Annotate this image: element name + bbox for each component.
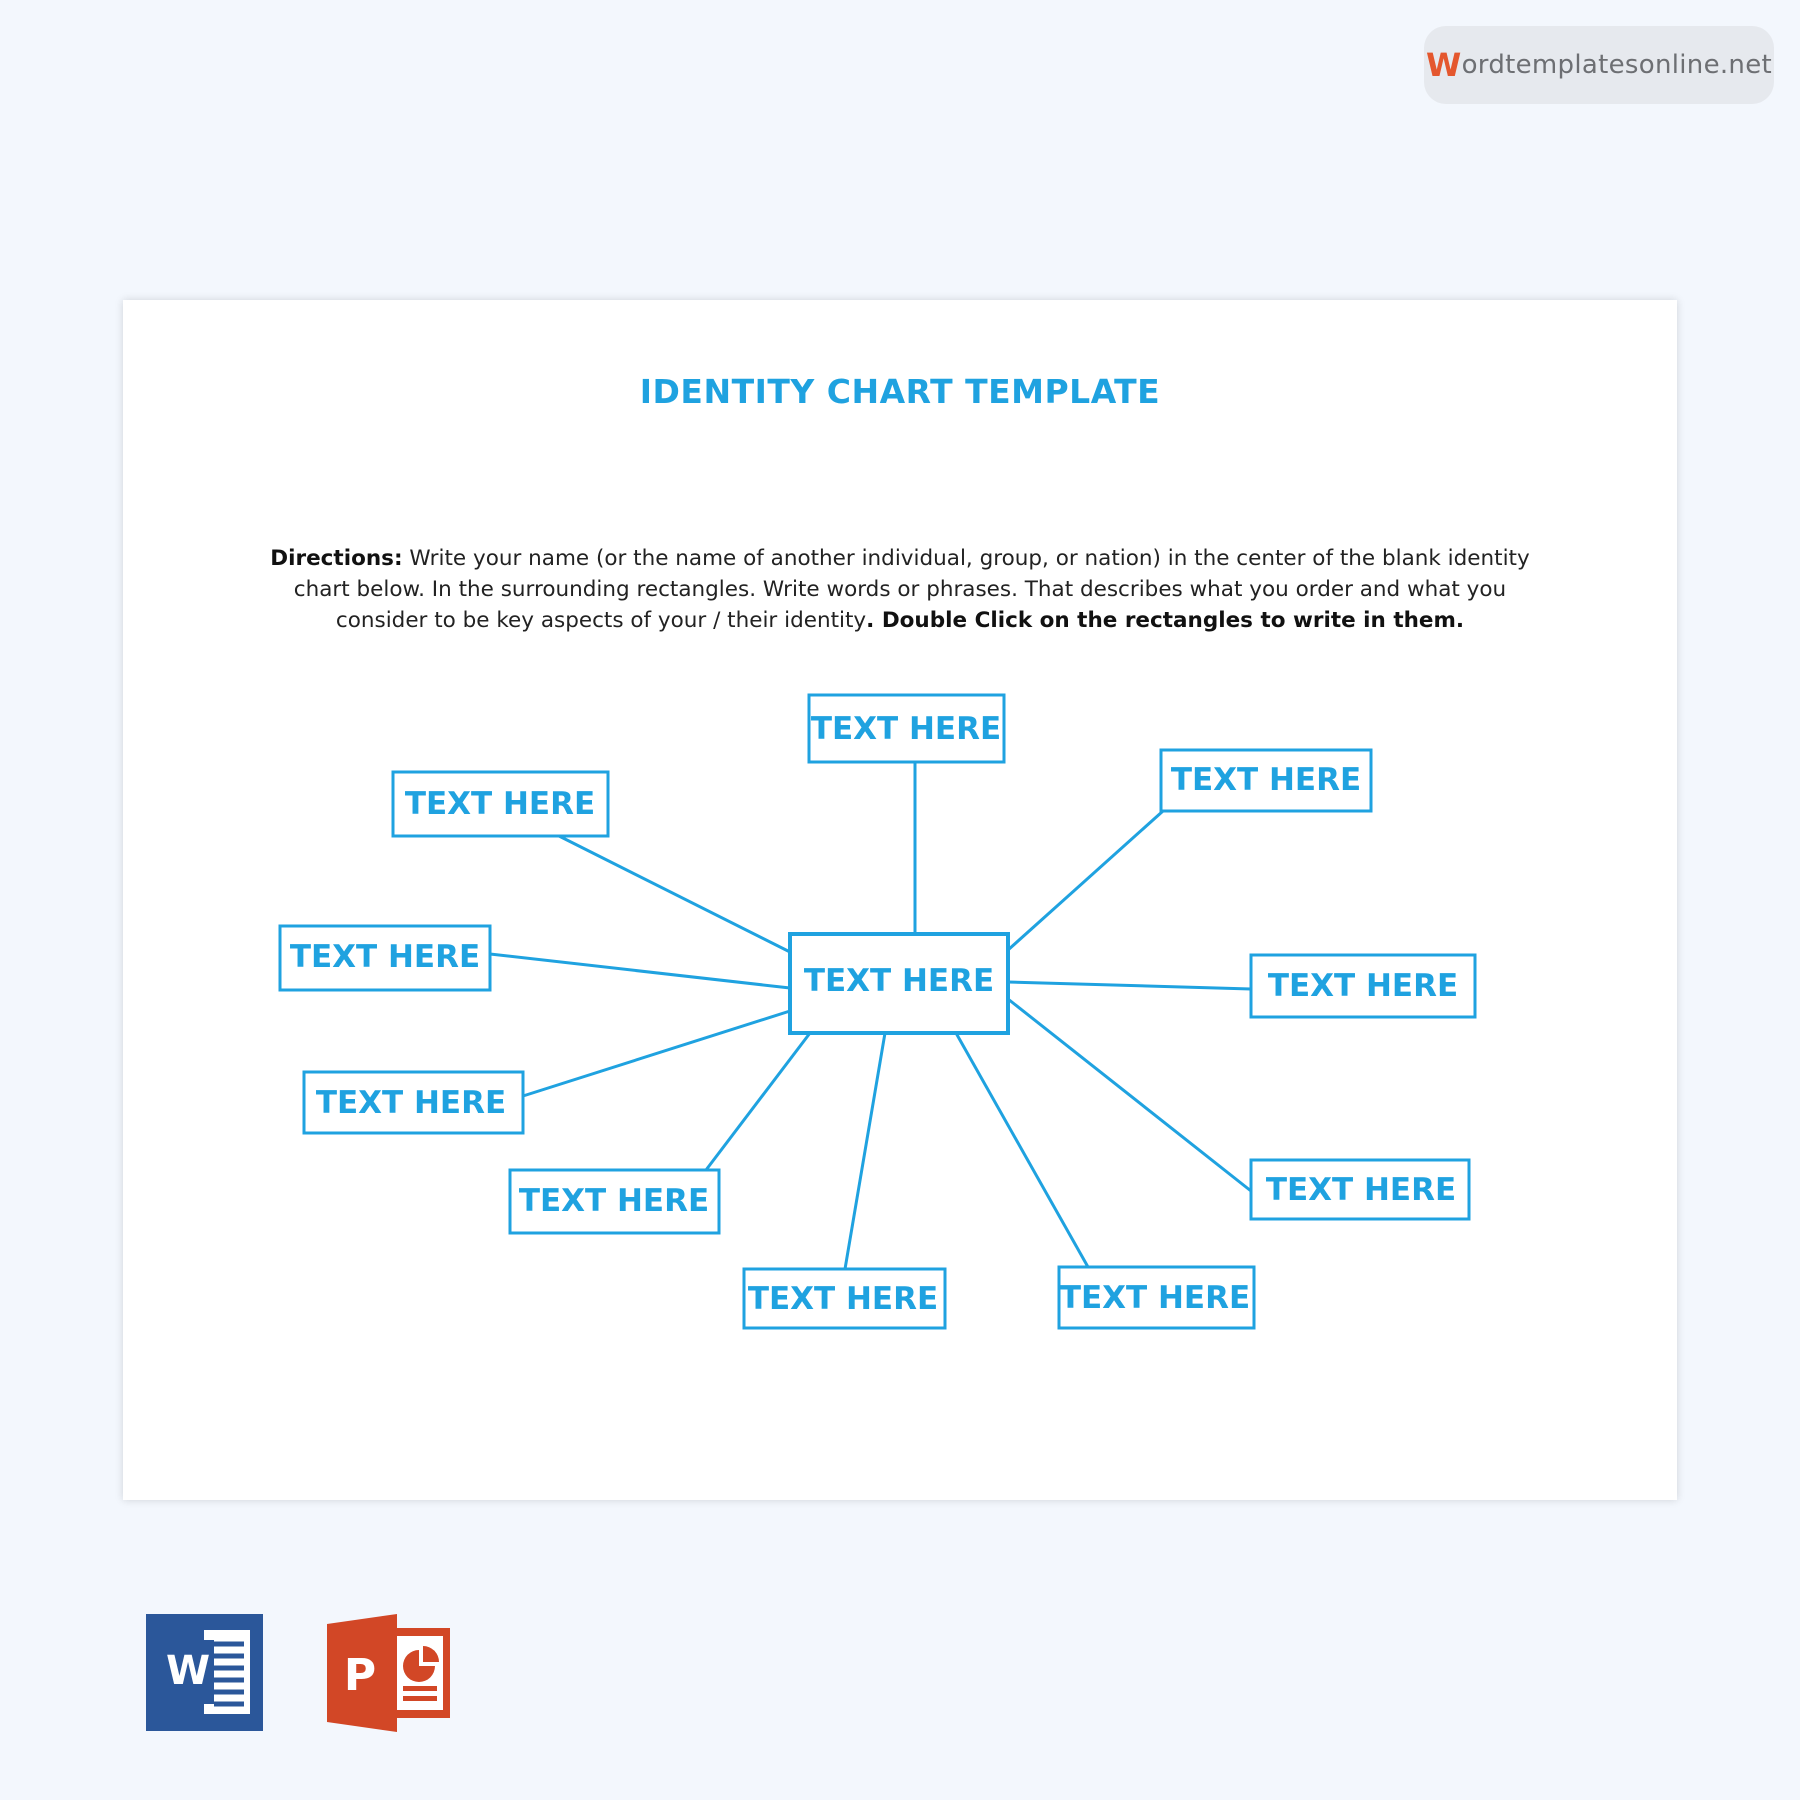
watermark-text: ordtemplatesonline.net [1461, 50, 1772, 80]
identity-box-right[interactable] [1251, 955, 1475, 1017]
directions-emphasis: Double Click on the rectangles to write in them. [874, 608, 1465, 633]
powerpoint-icon-letter: P [343, 1650, 377, 1701]
identity-box-label: TEXT HERE [518, 1183, 710, 1219]
edge-bottom-left [706, 1033, 810, 1170]
identity-box-left[interactable] [280, 926, 490, 990]
center-node[interactable] [790, 934, 1008, 1033]
center-node-label: TEXT HERE [803, 963, 995, 999]
edge-lower-left [523, 1011, 790, 1096]
edge-bottom-right [956, 1033, 1088, 1267]
identity-box-bottom-left[interactable] [510, 1170, 719, 1233]
edge-bottom-center [845, 1033, 885, 1269]
edge-upper-right [1008, 811, 1163, 950]
edge-lower-right [1008, 999, 1251, 1191]
document-title: IDENTITY CHART TEMPLATE [639, 372, 1161, 411]
identity-box-top[interactable] [809, 695, 1004, 762]
identity-box-label: TEXT HERE [289, 939, 481, 975]
microsoft-powerpoint-icon[interactable] [327, 1614, 450, 1732]
identity-box-lower-right[interactable] [1251, 1160, 1469, 1219]
identity-box-lower-left[interactable] [304, 1072, 523, 1133]
identity-box-label: TEXT HERE [747, 1281, 939, 1317]
identity-box-label: TEXT HERE [1059, 1280, 1251, 1316]
identity-box-bottom-right[interactable] [1059, 1267, 1254, 1328]
edge-upper-left [559, 836, 790, 952]
identity-box-label: TEXT HERE [1265, 1172, 1457, 1208]
directions-label: Directions: [270, 546, 403, 571]
edge-left [490, 954, 790, 988]
identity-box-label: TEXT HERE [315, 1085, 507, 1121]
microsoft-word-icon[interactable] [146, 1614, 263, 1731]
directions-text: Write your name (or the name of another individual, group, or nation) in the center of the blank identity chart below. In the surrounding rectangles. Write words or phrases. That describes what you order and what you consider to be key aspects of your / their identity [293, 546, 1530, 633]
identity-box-label: TEXT HERE [1170, 762, 1362, 798]
identity-box-label: TEXT HERE [810, 711, 1002, 747]
identity-box-label: TEXT HERE [404, 786, 596, 822]
identity-box-label: TEXT HERE [1267, 968, 1459, 1004]
directions-period: . [866, 608, 875, 633]
watermark-initial: W [1425, 46, 1462, 84]
identity-box-upper-left[interactable] [393, 772, 608, 836]
identity-box-upper-right[interactable] [1161, 750, 1371, 811]
edge-right [1008, 982, 1251, 989]
word-icon-letter: W [165, 1648, 211, 1694]
identity-box-bottom-center[interactable] [744, 1269, 945, 1328]
